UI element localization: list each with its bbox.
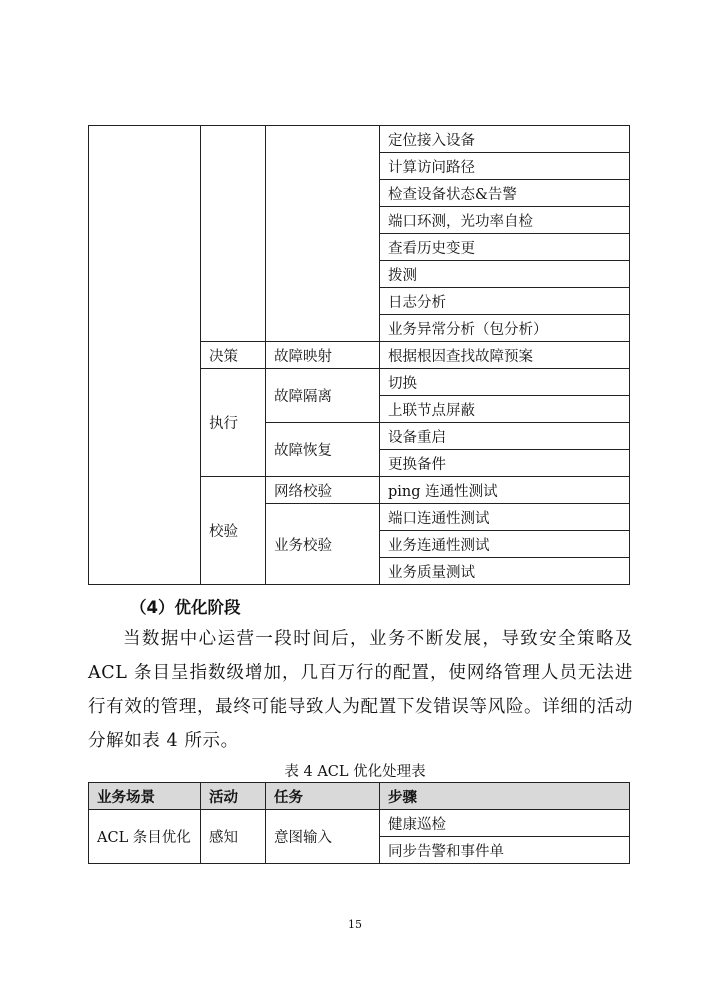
activity-cell-execute: 执行	[201, 369, 266, 477]
scene-cell	[89, 126, 201, 585]
step-cell: 检查设备状态&告警	[380, 180, 630, 207]
task-cell-service-verify: 业务校验	[266, 504, 380, 585]
task-cell: 意图输入	[266, 810, 380, 864]
header-cell: 业务场景	[89, 783, 201, 810]
step-cell: 计算访问路径	[380, 153, 630, 180]
step-cell: 端口连通性测试	[380, 504, 630, 531]
header-cell: 活动	[201, 783, 266, 810]
step-cell: 业务连通性测试	[380, 531, 630, 558]
step-cell: 同步告警和事件单	[380, 837, 630, 864]
step-cell: 定位接入设备	[380, 126, 630, 153]
task-cell-fault-recovery: 故障恢复	[266, 423, 380, 477]
step-cell: 健康巡检	[380, 810, 630, 837]
step-cell: 更换备件	[380, 450, 630, 477]
task-cell-fault-isolation: 故障隔离	[266, 369, 380, 423]
step-cell: 业务质量测试	[380, 558, 630, 585]
page-number: 15	[348, 918, 362, 931]
step-cell: 日志分析	[380, 288, 630, 315]
task-cell-fault-mapping: 故障映射	[266, 342, 380, 369]
process-table-continued	[88, 125, 630, 585]
step-cell: 上联节点屏蔽	[380, 396, 630, 423]
activity-cell-verify: 校验	[201, 477, 266, 585]
table-caption: 表 4 ACL 优化处理表	[284, 764, 426, 780]
step-cell: 端口环测，光功率自检	[380, 207, 630, 234]
activity-cell: 感知	[201, 810, 266, 864]
activity-cell-decision: 决策	[201, 342, 266, 369]
step-cell: 根据根因查找故障预案	[380, 342, 630, 369]
task-cell-network-verify: 网络校验	[266, 477, 380, 504]
step-cell: 设备重启	[380, 423, 630, 450]
step-cell: 查看历史变更	[380, 234, 630, 261]
header-cell: 步骤	[380, 783, 630, 810]
step-cell: 拨测	[380, 261, 630, 288]
activity-cell-continued	[201, 126, 266, 342]
step-cell: 切换	[380, 369, 630, 396]
scene-cell: ACL 条目优化	[89, 810, 201, 864]
step-cell: 业务异常分析（包分析）	[380, 315, 630, 342]
body-paragraph: 当数据中心运营一段时间后，业务不断发展，导致安全策略及 ACL 条目呈指数级增加，几百万行的配置，使网络管理人员无法进行有效的管理，最终可能导致人为配置下发错误等风险。详细的活动分解如表 4 所示。	[88, 629, 633, 751]
step-cell: ping 连通性测试	[380, 477, 630, 504]
section-heading: （4）优化阶段	[130, 598, 241, 617]
acl-optimization-table	[88, 782, 630, 864]
task-cell-continued	[266, 126, 380, 342]
header-cell: 任务	[266, 783, 380, 810]
